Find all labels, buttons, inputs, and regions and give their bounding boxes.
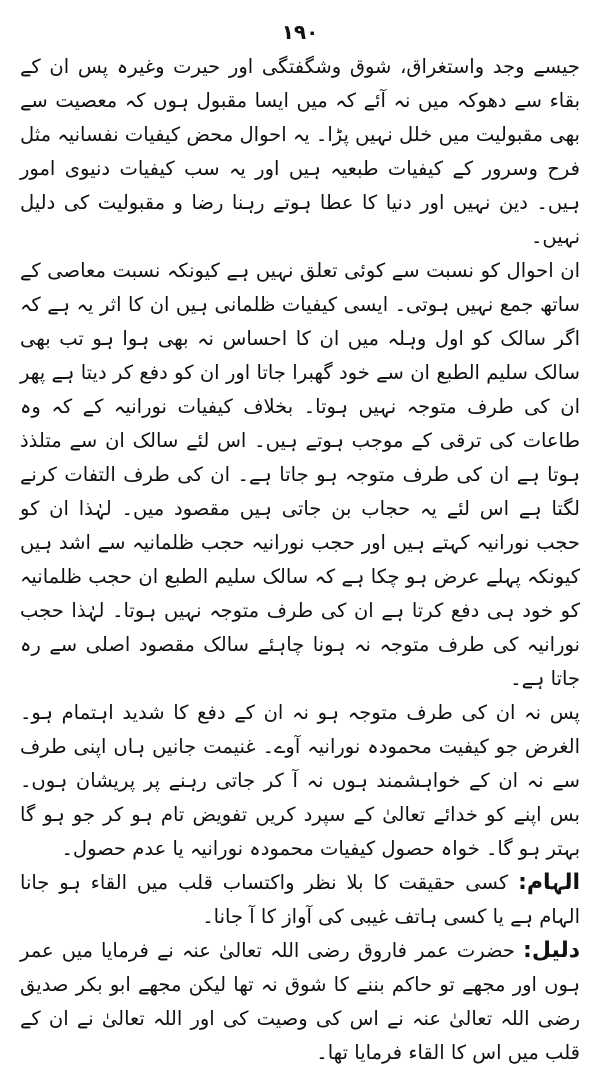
paragraph-3: پس نہ ان کی طرف متوجہ ہو نہ ان کے دفع کا شدید اہتمام ہو۔ الغرض جو کیفیت محمودہ نورانیہ آوے۔ غنیمت جانیں ہاں اپنی طرف سے نہ ان کے خواہشمند ہوں نہ آ کر جاتی رہنے پر پریشان ہوں۔ بس اپنے کو خدائے تعالیٰ کے سپرد کریں تفویض تام ہو کر جو ہو گا بہتر ہو گا۔ خواہ حصول کیفیات محمودہ نورانیہ یا عدم حصول۔ [20,701,580,860]
paragraph-daleel [20,934,580,1070]
term-daleel: دلیل: [523,938,580,963]
paragraph-ilham-text: کسی حقیقت کا بلا نظر واکتساب قلب میں القاء ہو جانا الہام ہے یا کسی ہاتف غیبی کی آواز کا آ جانا۔ [20,871,580,928]
page-number: ۱۹۰ [281,20,319,44]
page-body [20,50,580,1070]
term-ilham: الہام: [518,870,580,895]
paragraph-ilham [20,866,580,934]
paragraph-2: ان احوال کو نسبت سے کوئی تعلق نہیں ہے کیونکہ نسبت معاصی کے ساتھ جمع نہیں ہوتی۔ ایسی کیفیات ظلمانی ہیں ان کا اثر یہ ہے کہ اگر سالک کو اول وہلہ میں ان کا احساس نہ بھی ہوا ہو تب بھی سالک سلیم الطبع ان سے خود گھبرا جاتا اور ان کو دفع کر دیتا ہے پھر ان کی طرف متوجہ نہیں ہوتا۔ بخلاف کیفیات نورانیہ کے کہ وہ طاعات کی ترقی کے موجب ہوتے ہیں۔ اس لئے سالک ان سے متلذذ ہوتا ہے ان کی طرف متوجہ ہو جاتا ہے۔ ان کی طرف التفات کرنے لگتا ہے اس لئے یہ حجاب بن جاتی ہیں مقصود میں۔ لہٰذا ان کو حجب نورانیہ کہتے ہیں اور حجب نورانیہ حجب ظلمانیہ سے اشد ہیں کیونکہ پہلے عرض ہو چکا ہے کہ سالک سلیم الطبع ان حجب ظلمانیہ کو خود ہی دفع کرتا ہے ان کی طرف متوجہ نہیں ہوتا۔ لہٰذا حجب نورانیہ کی طرف متوجہ نہ ہونا چاہئے سالک مقصود اصلی سے رہ جاتا ہے۔ [20,259,580,690]
paragraph-daleel-text: حضرت عمر فاروق رضی اللہ تعالیٰ عنہ نے فرمایا میں عمر ہوں اور مجھے تو حاکم بننے کا شوق نہ تھا لیکن مجھے ابو بکر صدیق رضی اللہ تعالیٰ عنہ نے اس کی وصیت کی اور اللہ تعالیٰ نے ان کے قلب میں اس کا القاء فرمایا تھا۔ [20,939,580,1064]
paragraph-1: جیسے وجد واستغراق، شوق وشگفتگی اور حیرت وغیرہ پس ان کے بقاء سے دھوکہ میں نہ آئے کہ میں ایسا مقبول ہوں کہ معصیت سے بھی مقبولیت میں خلل نہیں پڑا۔ یہ احوال محض کیفیات نفسانیہ مثل فرح وسرور کے کیفیات طبعیہ ہیں اور یہ سب کیفیات دنیوی امور ہیں۔ دین نہیں اور دنیا کا عطا ہوتے رہنا رضا و مقبولیت کی دلیل نہیں۔ [20,55,580,248]
